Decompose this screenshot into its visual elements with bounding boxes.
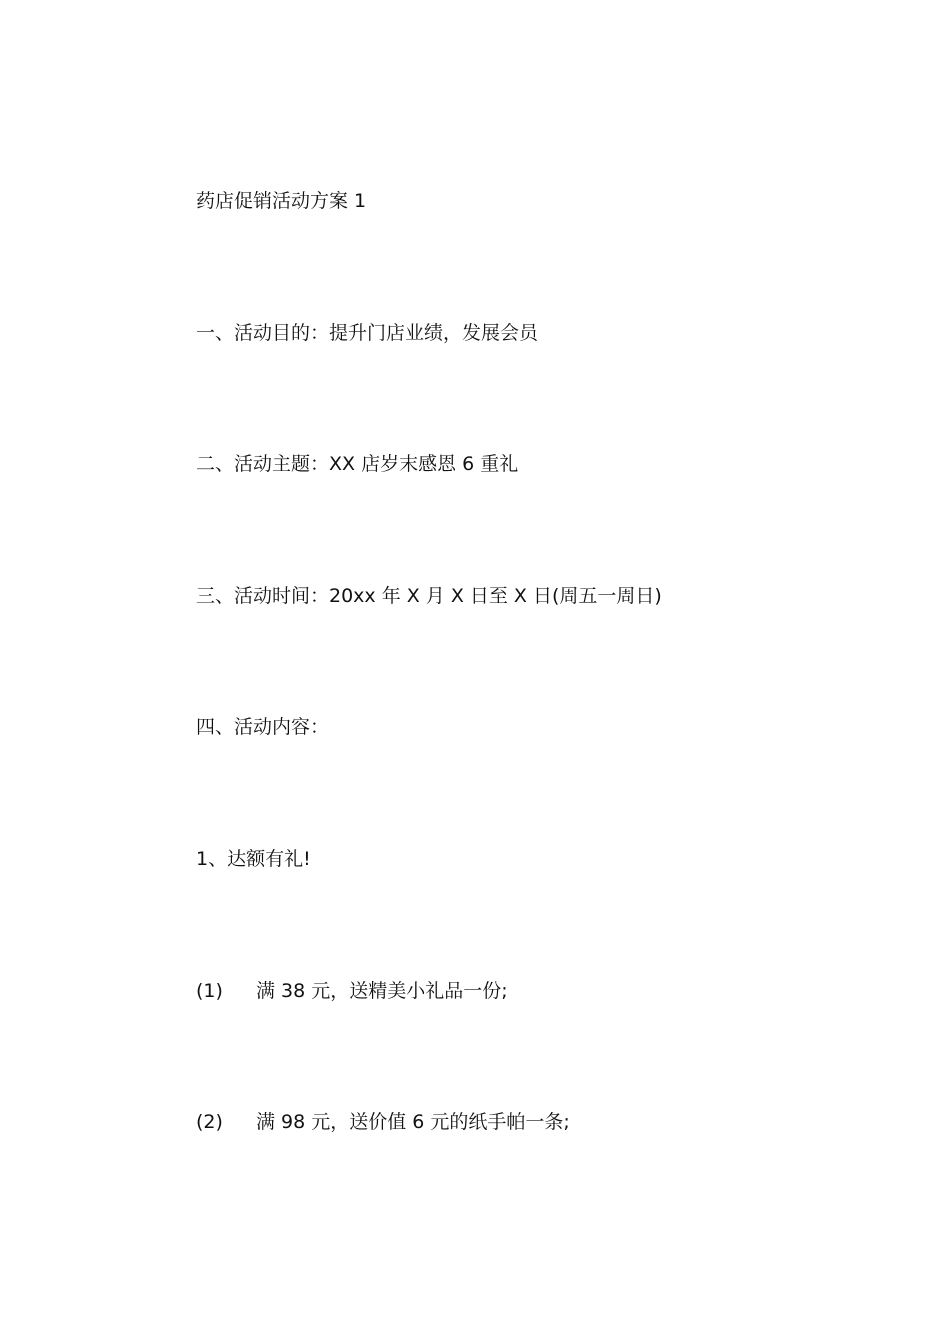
section-theme: 二、活动主题：XX 店岁末感恩 6 重礼 bbox=[196, 453, 519, 475]
section-time: 三、活动时间：20xx 年 X 月 X 日至 X 日(周五一周日) bbox=[196, 585, 662, 607]
subsection-heading: 1、达额有礼! bbox=[196, 848, 311, 870]
list-item-number: (2) bbox=[196, 1111, 223, 1133]
section-content: 四、活动内容： bbox=[196, 716, 330, 738]
list-item-text: 满 38 元，送精美小礼品一份; bbox=[256, 980, 508, 1002]
list-item-text: 满 98 元，送价值 6 元的纸手帕一条; bbox=[256, 1111, 570, 1133]
document-title: 药店促销活动方案 1 bbox=[196, 190, 367, 212]
section-goal: 一、活动目的：提升门店业绩，发展会员 bbox=[196, 322, 539, 344]
list-item bbox=[196, 979, 508, 1003]
list-item bbox=[196, 1110, 570, 1134]
list-item-number: (1) bbox=[196, 980, 223, 1002]
